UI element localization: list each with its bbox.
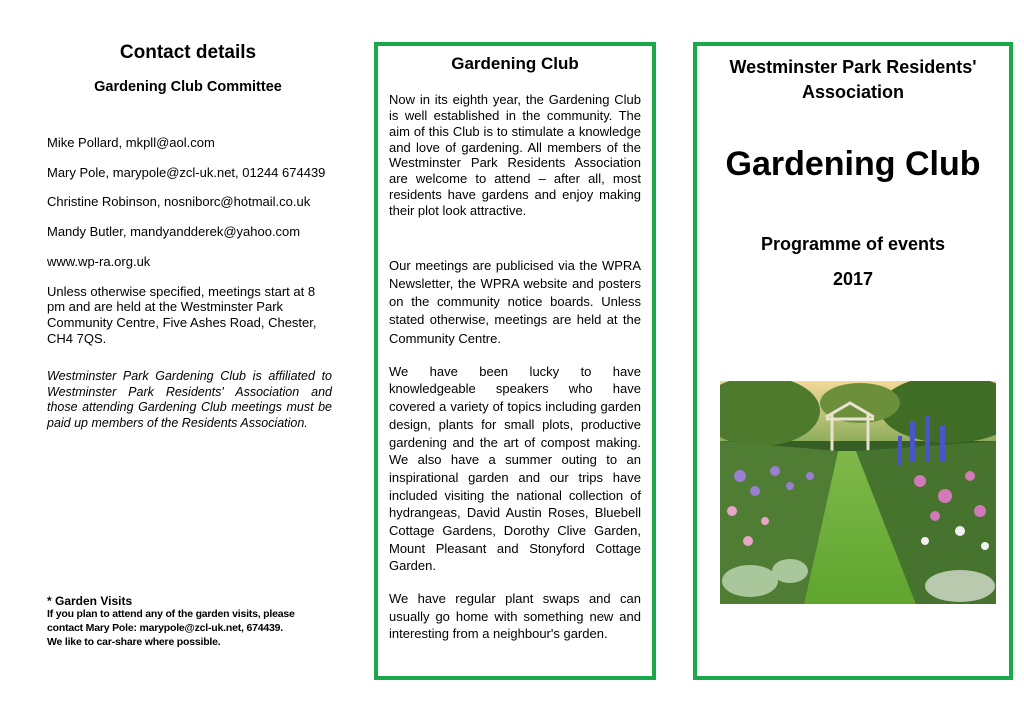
website-link[interactable]: www.wp-ra.org.uk <box>47 253 151 269</box>
contact-list <box>40 135 336 270</box>
contact-heading: Contact details <box>119 42 257 63</box>
garden-path-photo <box>720 381 996 604</box>
meeting-note: Unless otherwise specified, meetings start at 8 pm and are held at the Westminster Park Community Centre, Five Ashes Road, Chester, CH4 7QS. <box>47 283 317 347</box>
about-paragraph: We have regular plant swaps and can usually go home with something new and interesting from a neighbour's garden. <box>389 590 641 642</box>
programme-label: Programme of events <box>760 234 946 255</box>
garden-visits-line: We like to car-share where possible. <box>47 635 221 648</box>
association-name: Westminster Park Residents' Association <box>729 57 977 103</box>
garden-photo-illustration <box>720 381 996 604</box>
cover-title: Gardening Club <box>725 145 981 184</box>
cover-panel <box>693 42 1013 680</box>
contact-panel <box>40 42 336 682</box>
about-panel <box>374 42 656 680</box>
garden-visits-title: * Garden Visits <box>47 594 133 608</box>
garden-visits-note <box>47 594 337 649</box>
about-paragraph: Now in its eighth year, the Gardening Club is well established in the community. The aim of this Club is to stimulate a knowledge and love of gardening. All members of the Westminster Park Residents Association are welcome to attend – after all, most residents have gardens and enjoy making their plot look attractive. <box>389 92 641 219</box>
garden-visits-line: If you plan to attend any of the garden visits, please <box>47 608 295 621</box>
programme-year: 2017 <box>832 269 874 290</box>
about-paragraph: Our meetings are publicised via the WPRA Newsletter, the WPRA website and posters on the community notice boards. Unless stated otherwise, meetings are held at the Community Centre. <box>389 257 641 346</box>
garden-visits-line: contact Mary Pole: marypole@zcl-uk.net, 674439. <box>47 622 284 635</box>
contact-line: Mandy Butler, mandyandderek@yahoo.com <box>47 224 301 240</box>
contact-line: Christine Robinson, nosniborc@hotmail.co.uk <box>47 194 311 210</box>
committee-subheading: Gardening Club Committee <box>94 78 282 95</box>
about-heading: Gardening Club <box>451 54 579 73</box>
affiliation-note: Westminster Park Gardening Club is affiliated to Westminster Park Residents' Association and those attending Gardening Club meetings must be paid up members of the Residents Association. <box>47 368 332 431</box>
contact-line: Mary Pole, marypole@zcl-uk.net, 01244 674439 <box>47 164 326 180</box>
about-paragraph: We have been lucky to have knowledgeable speakers who have covered a variety of topics including garden design, plants for small plots, productive gardening and the art of compost making. We also have a summer outing to an inspirational garden and our trips have included visiting the national collection of hydrangeas, David Austin Roses, Bluebell Cottage Gardens, Dorothy Clive Garden, Mount Pleasant and Stonyford Cottage Garden. <box>389 363 641 574</box>
contact-line: Mike Pollard, mkpll@aol.com <box>47 134 215 150</box>
